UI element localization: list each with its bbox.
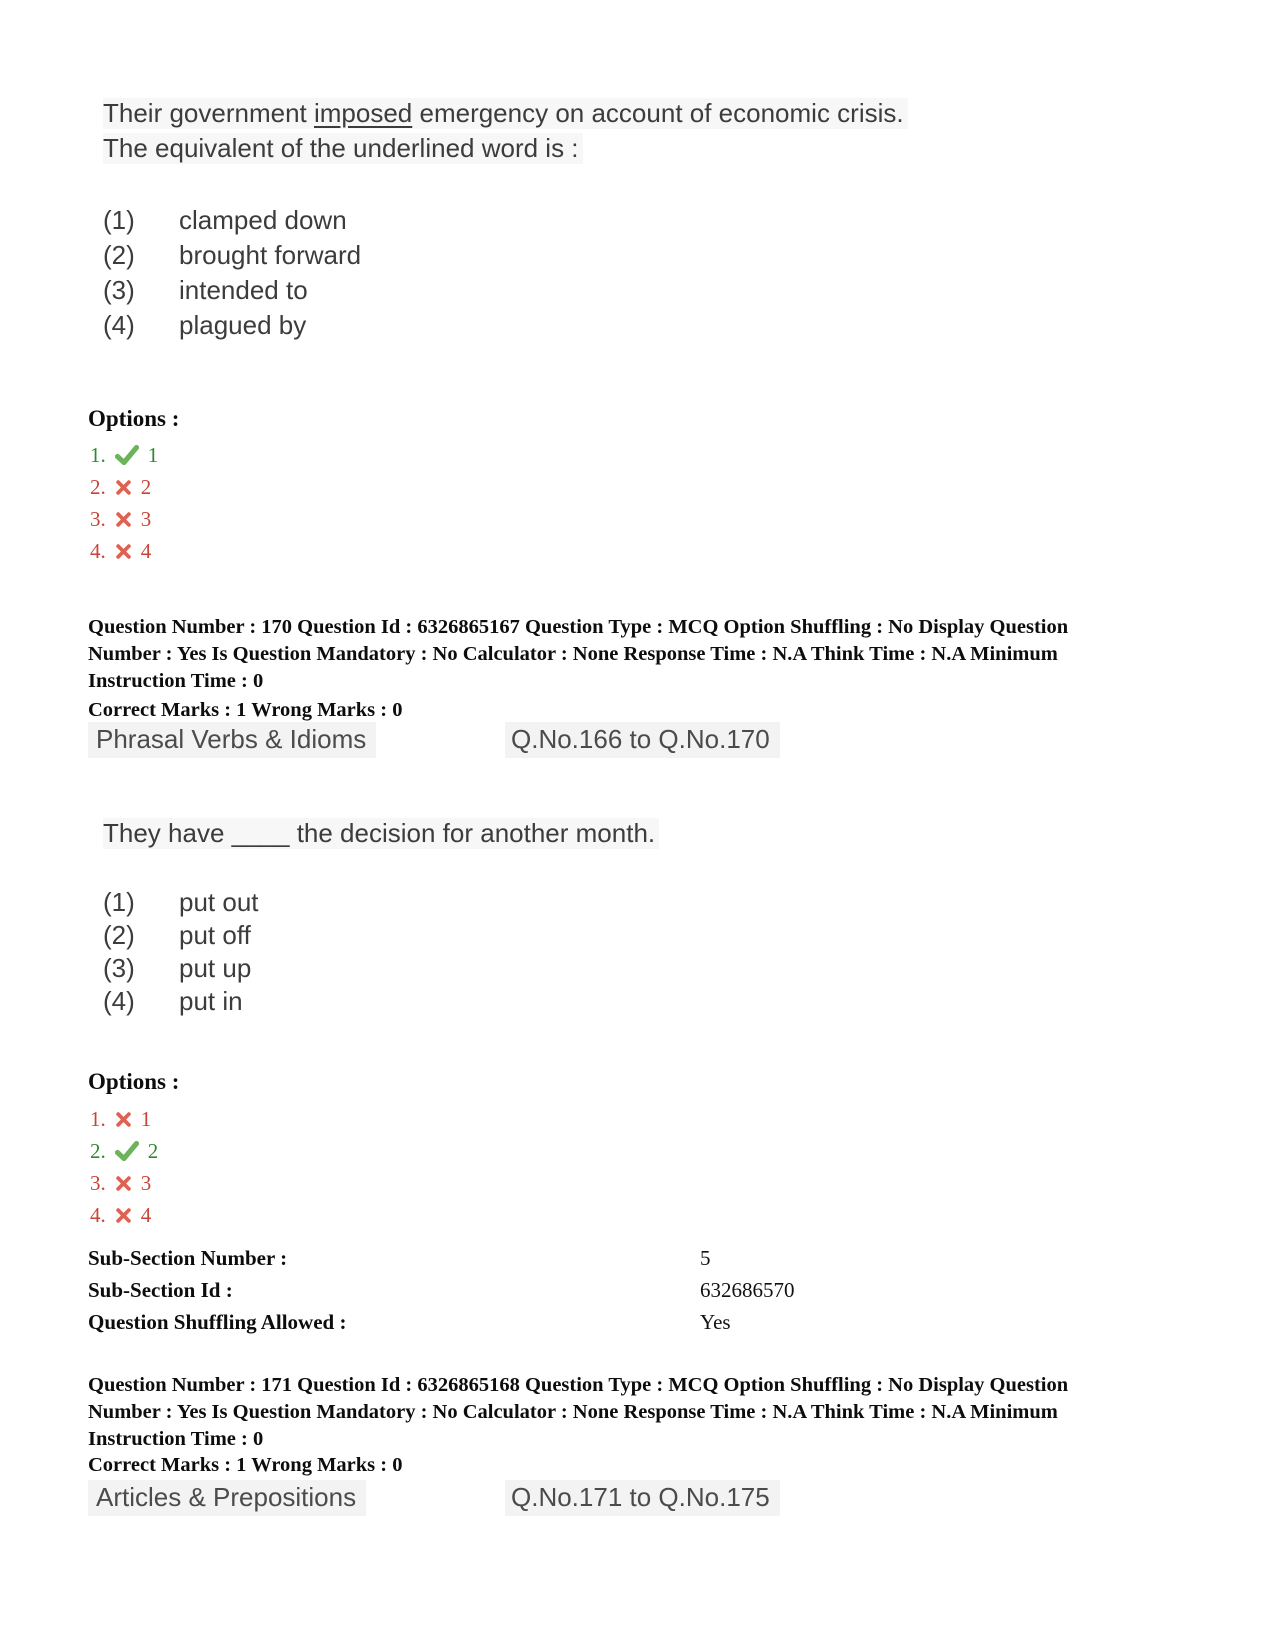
choice-row: (2) put off	[103, 920, 251, 950]
subsection-info	[88, 1242, 888, 1338]
choice-label: clamped down	[179, 205, 347, 235]
section-range-171: Q.No.171 to Q.No.175	[505, 1480, 780, 1516]
subsection-row: Question Shuffling Allowed : Yes	[88, 1310, 731, 1334]
answer-row: 3. 3	[90, 506, 152, 531]
answer-value: 2	[140, 474, 152, 499]
choice-row: (4) put in	[103, 986, 243, 1016]
answer-value: 1	[140, 1106, 152, 1131]
question-171-marks: Correct Marks : 1 Wrong Marks : 0	[88, 1454, 403, 1476]
subsection-row: Sub-Section Number : 5	[88, 1246, 711, 1270]
question-169-text	[103, 96, 908, 166]
answer-row: 1. 1	[90, 1106, 152, 1131]
cross-icon	[115, 1111, 132, 1128]
question-170-choices	[103, 886, 259, 1018]
question-170-text: They have ____ the decision for another month.	[103, 816, 659, 851]
answer-row: 4. 4	[90, 1202, 152, 1227]
choice-label: brought forward	[179, 240, 362, 270]
answer-value: 3	[140, 506, 152, 531]
choice-label: put up	[179, 953, 252, 983]
section-label-171: Articles & Prepositions	[88, 1480, 366, 1516]
answer-value: 2	[147, 1138, 159, 1163]
options-heading: Options :	[88, 406, 180, 431]
answer-row: 2. 2	[90, 474, 152, 499]
underlined-word: imposed	[313, 98, 413, 128]
section-label-170: Phrasal Verbs & Idioms	[88, 722, 376, 758]
choice-label: put out	[179, 887, 259, 917]
section-range-170: Q.No.166 to Q.No.170	[505, 722, 780, 758]
choice-row: (3) put up	[103, 953, 252, 983]
cross-icon	[115, 1207, 132, 1224]
choice-row: (1) clamped down	[103, 203, 361, 238]
cross-icon	[115, 479, 132, 496]
choice-label: plagued by	[179, 310, 307, 340]
question-169-choices	[103, 203, 361, 343]
subsection-row: Sub-Section Id : 632686570	[88, 1278, 795, 1302]
cross-icon	[115, 1175, 132, 1192]
answer-row: 1. 1	[90, 442, 159, 467]
question-169-line2: The equivalent of the underlined word is :	[103, 131, 908, 166]
answer-key-169	[90, 439, 158, 567]
choice-row: (3) intended to	[103, 273, 361, 308]
answer-value: 3	[140, 1170, 152, 1195]
choice-row: (1) put out	[103, 887, 259, 917]
question-170-marks: Correct Marks : 1 Wrong Marks : 0	[88, 699, 403, 721]
options-heading: Options :	[88, 1069, 180, 1094]
question-171-metadata: Question Number : 171 Question Id : 6326865168 Question Type : MCQ Option Shuffling : No Display Question Number : Yes Is Question Mandatory : No Calculator : None Response Time : N.A Think Time : N.A Minimum Instruction Time : 0	[88, 1374, 1069, 1450]
answer-value: 1	[147, 442, 159, 467]
question-169-line1: Their government imposed emergency on account of economic crisis.	[103, 96, 908, 131]
question-170-metadata: Question Number : 170 Question Id : 6326865167 Question Type : MCQ Option Shuffling : No Display Question Number : Yes Is Question Mandatory : No Calculator : None Response Time : N.A Think Time : N.A Minimum Instruction Time : 0	[88, 616, 1069, 692]
check-icon	[115, 1141, 139, 1161]
answer-row: 3. 3	[90, 1170, 152, 1195]
answer-value: 4	[140, 1202, 152, 1227]
choice-label: put off	[179, 920, 251, 950]
answer-row: 2. 2	[90, 1138, 159, 1163]
choice-label: put in	[179, 986, 243, 1016]
choice-label: intended to	[179, 275, 308, 305]
cross-icon	[115, 543, 132, 560]
answer-row: 4. 4	[90, 538, 152, 563]
choice-row: (2) brought forward	[103, 238, 361, 273]
check-icon	[115, 445, 139, 465]
answer-value: 4	[140, 538, 152, 563]
answer-key-170	[90, 1103, 158, 1231]
cross-icon	[115, 511, 132, 528]
choice-row: (4) plagued by	[103, 308, 361, 343]
